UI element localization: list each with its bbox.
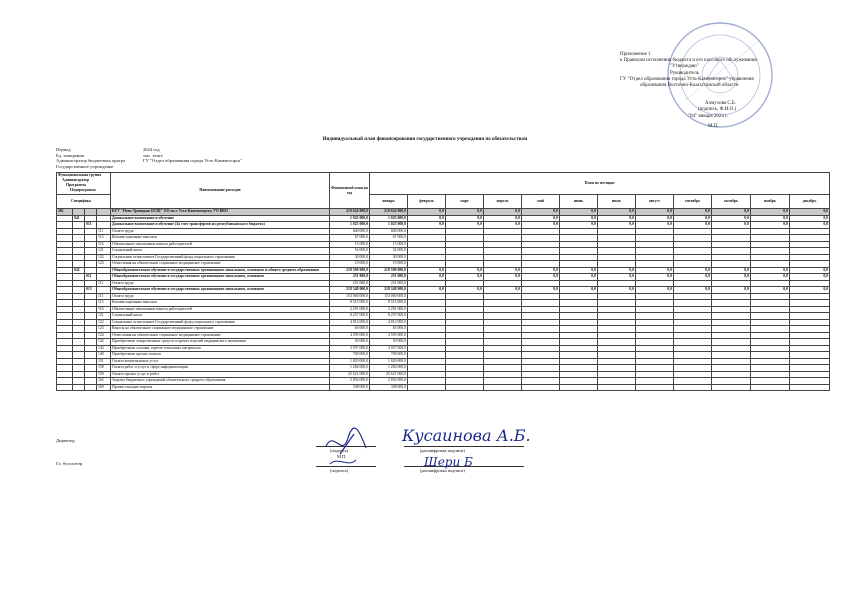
meta-label: Ед. измерения	[56, 152, 84, 158]
table-cell: 113	[97, 235, 111, 242]
approval-line: к Правилам исполнения бюджета и его кассового обслуживания	[620, 58, 757, 64]
document-title: Индивидуальный план финансирования государственного учреждения по обязательствам	[322, 137, 528, 142]
table-cell: 011	[85, 274, 97, 281]
table-cell: 15 000,0	[330, 241, 370, 248]
month-header: февраль	[408, 195, 446, 209]
header-annual: Финансовый план на год	[330, 173, 370, 209]
table-cell	[484, 384, 522, 391]
table-cell: 0,0	[674, 209, 712, 216]
table-cell: Отчисления на обязательное социальное медицинское страхование	[111, 261, 330, 268]
table-cell: 121	[97, 313, 111, 320]
table-cell	[636, 384, 674, 391]
table-cell: 121	[97, 248, 111, 255]
table-cell: 0,0	[751, 222, 790, 229]
table-cell: 0,0	[598, 209, 636, 216]
table-cell: 0,0	[712, 274, 751, 281]
table-cell: 0,0	[446, 222, 484, 229]
table-cell: 116	[97, 241, 111, 248]
month-header: ноябрь	[751, 195, 790, 209]
table-cell: Оплата труда	[111, 293, 330, 300]
meta-value: тыс. тенге	[143, 152, 163, 158]
table-cell: 700 000,0	[370, 352, 408, 359]
financing-plan-table	[56, 172, 830, 391]
table-cell	[790, 384, 830, 391]
table-cell: Компенсационные выплаты	[111, 235, 330, 242]
table-cell: Взносы на обязательное социальное медицинское страхование	[111, 326, 330, 333]
table-cell: 0,0	[636, 274, 674, 281]
table-cell: 840 000,0	[370, 228, 408, 235]
director-signature	[320, 424, 380, 472]
table-row	[57, 384, 830, 391]
table-cell: 0,0	[790, 267, 830, 274]
director-label: Директор	[56, 438, 75, 443]
month-header: январь	[370, 195, 408, 209]
table-cell: 153 060 000,0	[330, 293, 370, 300]
table-cell	[674, 384, 712, 391]
table-cell: 0,0	[522, 267, 560, 274]
table-cell: 261	[57, 209, 73, 216]
table-cell: 041	[73, 215, 85, 222]
table-cell: 15 000,0	[370, 241, 408, 248]
month-header: август	[636, 195, 674, 209]
table-cell: 2 291 000,0	[370, 306, 408, 313]
table-cell: 124	[97, 332, 111, 339]
table-cell: 0,0	[790, 215, 830, 222]
table-cell: 113	[97, 300, 111, 307]
table-cell: 0,0	[522, 274, 560, 281]
table-cell: 251 000,0	[370, 274, 408, 281]
table-cell: 0,0	[598, 215, 636, 222]
table-cell: 0,0	[446, 274, 484, 281]
table-cell: Социальный налог	[111, 313, 330, 320]
table-cell: 0,0	[751, 267, 790, 274]
accountant-decode-caption: (расшифровка подписи)	[420, 468, 465, 473]
table-cell: 54 000,0	[370, 248, 408, 255]
approval-block	[590, 52, 835, 130]
table-cell: 169	[97, 384, 111, 391]
table-cell: 67 000,0	[370, 235, 408, 242]
meta-label: Администратор бюджетных програ	[56, 158, 126, 164]
table-cell: 111	[97, 228, 111, 235]
table-cell: Приобретение лекарственных средств и прочих изделий медицинского назначения	[111, 339, 330, 346]
accountant-sign-caption: (подпись)	[330, 468, 349, 473]
table-cell: Обязательные пенсионные взносы работодателей	[111, 241, 330, 248]
table-cell: 122	[97, 319, 111, 326]
table-cell: 122	[97, 254, 111, 261]
table-cell: 111	[97, 293, 111, 300]
director-handwritten-name: Кусаинова А.Б.	[402, 426, 531, 445]
approval-line: образования Восточно-Казахстанской области	[640, 83, 739, 89]
director-sign-caption: (подпись)	[330, 448, 349, 453]
table-cell: 3 957 000,0	[370, 345, 408, 352]
header-admin: Администратор	[62, 178, 90, 182]
table-cell: 0,0	[598, 267, 636, 274]
table-cell: 65 000,0	[330, 326, 370, 333]
table-cell: 0,0	[636, 209, 674, 216]
table-cell: 0,0	[636, 222, 674, 229]
table-cell: 1 025 000,0	[330, 222, 370, 229]
month-header: июль	[598, 195, 636, 209]
header-group: Функциональная группа	[58, 173, 102, 177]
table-cell: 0,0	[636, 287, 674, 294]
table-cell	[446, 384, 484, 391]
table-cell: 219 624 000,0	[370, 209, 408, 216]
table-cell: 0,0	[790, 287, 830, 294]
table-cell: Отчисления на обязательное социальное медицинское страхование	[111, 332, 330, 339]
table-cell: 123	[97, 326, 111, 333]
table-cell: 1 820 000,0	[370, 358, 408, 365]
table-cell: 25 621 000,0	[330, 371, 370, 378]
table-body	[57, 209, 830, 391]
table-cell: 0,0	[598, 287, 636, 294]
table-cell: Оплата работ и услуг в сфере информатизации	[111, 365, 330, 372]
table-cell: 2 854 000,0	[370, 378, 408, 385]
table-cell: 0,0	[712, 267, 751, 274]
table-cell: 0,0	[751, 215, 790, 222]
table-cell: 4 595 000,0	[330, 332, 370, 339]
table-cell: Социальный налог	[111, 248, 330, 255]
table-cell: Приобретение топлива, горюче-смазочных материалов	[111, 345, 330, 352]
table-cell: 0,0	[408, 274, 446, 281]
table-cell: Обязательные пенсионные взносы работодателей	[111, 306, 330, 313]
table-cell: 158	[97, 365, 111, 372]
table-cell: 25 621 000,0	[370, 371, 408, 378]
table-cell: Приобретение прочих запасов	[111, 352, 330, 359]
table-cell: 0,0	[522, 215, 560, 222]
header-codes	[57, 173, 111, 195]
table-cell	[73, 384, 85, 391]
table-cell: 0,0	[636, 267, 674, 274]
table-cell: 338 000,0	[370, 384, 408, 391]
table-cell: 251 000,0	[330, 280, 370, 287]
table-cell: 2 854 000,0	[330, 378, 370, 385]
table-cell	[712, 384, 751, 391]
table-cell	[751, 384, 790, 391]
table-cell: 0,0	[674, 287, 712, 294]
table-cell: 2 291 000,0	[330, 306, 370, 313]
table-cell: 0,0	[560, 287, 598, 294]
table-cell: 3 957 000,0	[330, 345, 370, 352]
meta-value: ГУ "Отдел образования города Усть-Каменогорск"	[143, 158, 243, 164]
table-cell: 159	[97, 371, 111, 378]
table-cell: 0,0	[674, 267, 712, 274]
table-cell: 0,0	[712, 287, 751, 294]
table-cell: 218 599 000,0	[370, 267, 408, 274]
month-header: июнь	[560, 195, 598, 209]
table-cell: 4 812 000,0	[370, 319, 408, 326]
month-header: май	[522, 195, 560, 209]
table-cell: 251 000,0	[370, 280, 408, 287]
accountant-label: Гл. бухгалтер	[56, 461, 83, 466]
table-cell: 54 000,0	[330, 248, 370, 255]
table-cell	[560, 384, 598, 391]
approval-mp: М.П.	[708, 123, 719, 129]
mp-label: М.П.	[337, 454, 347, 459]
approval-line: (подпись, Ф.И.О.)	[698, 107, 737, 113]
table-cell: 8 257 000,0	[330, 313, 370, 320]
table-cell: 0,0	[751, 274, 790, 281]
table-cell: 0,0	[674, 274, 712, 281]
table-cell: 0,0	[484, 267, 522, 274]
table-cell: 015	[85, 287, 97, 294]
table-cell: Оплата труда	[111, 228, 330, 235]
table-cell: 0,0	[790, 222, 830, 229]
table-cell: 0,0	[751, 209, 790, 216]
table-cell: 0,0	[636, 215, 674, 222]
table-cell: 011	[85, 222, 97, 229]
table-cell: Социальные отчисления в Государственный фонд социального страхования	[111, 319, 330, 326]
table-cell: 0,0	[751, 287, 790, 294]
table-cell: Общеобразовательное обучение в государственных организациях начального, основного	[111, 274, 330, 281]
table-cell: 0,0	[598, 222, 636, 229]
approval-line: "Утверждаю"	[670, 64, 699, 70]
header-name: Наименование расходов	[111, 173, 330, 209]
table-cell: Затраты бюджетных учреждений обязательного среднего образования	[111, 378, 330, 385]
table-cell: 1 025 000,0	[370, 215, 408, 222]
table-cell: Социальные отчисления в Государственный фонд социального страхования	[111, 254, 330, 261]
month-header: апрель	[484, 195, 522, 209]
month-header: сентябрь	[674, 195, 712, 209]
table-cell: 50 000,0	[330, 339, 370, 346]
table-cell: 67 000,0	[330, 235, 370, 242]
table-cell: 0,0	[560, 209, 598, 216]
table-cell: 30 000,0	[370, 254, 408, 261]
table-cell: Прочие текущие затраты	[111, 384, 330, 391]
table-cell: 30 000,0	[330, 254, 370, 261]
table-cell: 0,0	[484, 222, 522, 229]
table-cell: 0,0	[674, 222, 712, 229]
table-cell: Дошкольное воспитание и обучение	[111, 215, 330, 222]
table-cell	[85, 384, 97, 391]
table-cell: 1 284 000,0	[330, 365, 370, 372]
table-cell: 0,0	[560, 222, 598, 229]
table-cell: 0,0	[408, 222, 446, 229]
approval-line: Приложение 1	[620, 52, 651, 57]
table-cell: 338 000,0	[330, 384, 370, 391]
table-cell: 19 000,0	[330, 261, 370, 268]
table-cell: 0,0	[408, 287, 446, 294]
header-program: Программа	[66, 183, 86, 187]
month-header: декабрь	[790, 195, 830, 209]
table-cell: Оплата прочих услуг и работ	[111, 371, 330, 378]
table-cell: 144	[97, 345, 111, 352]
table-cell: 4 595 000,0	[370, 332, 408, 339]
table-cell: 0,0	[446, 287, 484, 294]
header-specifics: Специфика	[57, 195, 111, 209]
table-cell: 218 348 000,0	[330, 287, 370, 294]
table-cell: 0,0	[446, 215, 484, 222]
table-cell: 151	[97, 358, 111, 365]
table-cell: 1 025 000,0	[330, 215, 370, 222]
table-cell	[598, 384, 636, 391]
table-cell: КГУ "Нево-Троицкая ОСШ" ОО по г. Усть-Каменогорску УО ВКО	[111, 209, 330, 216]
table-cell	[408, 384, 446, 391]
table-cell: 0,0	[790, 209, 830, 216]
table-cell: Оплата труда	[111, 280, 330, 287]
table-cell: 0,0	[598, 274, 636, 281]
table-cell: 042	[73, 267, 85, 274]
director-decode-caption: (расшифровка подписи)	[420, 448, 465, 453]
table-cell: 165	[97, 378, 111, 385]
table-cell: 142	[97, 339, 111, 346]
meta-label: Период	[56, 147, 71, 152]
signature-block	[56, 438, 456, 498]
table-cell: 149	[97, 352, 111, 359]
table-cell: 0,0	[790, 274, 830, 281]
meta-label: Государственное учреждение	[56, 163, 114, 169]
table-cell: 116	[97, 306, 111, 313]
table-cell: 0,0	[560, 215, 598, 222]
table-cell: 19 000,0	[370, 261, 408, 268]
table-cell: 65 000,0	[370, 326, 408, 333]
table-cell: 8 515 000,0	[370, 300, 408, 307]
approval-line: Алмухова С.Б.	[705, 101, 737, 107]
table-cell: 4 812 000,0	[330, 319, 370, 326]
month-header: март	[446, 195, 484, 209]
meta-value: 2024 год	[143, 147, 160, 152]
table-cell: 0,0	[484, 215, 522, 222]
approval-line: ГУ "Отдел образования города Усть-Каменогорск" управления	[620, 76, 754, 82]
accountant-handwritten-name: Шери Б	[424, 455, 473, 469]
table-cell: Компенсационные выплаты	[111, 300, 330, 307]
table-cell: 218 348 000,0	[370, 287, 408, 294]
table-cell: 8 515 000,0	[330, 300, 370, 307]
table-cell: 0,0	[522, 209, 560, 216]
table-cell: 840 000,0	[330, 228, 370, 235]
approval-line: Руководитель	[670, 70, 700, 76]
table-cell: 0,0	[712, 215, 751, 222]
table-cell: Дошкольное воспитание и обучение (За счет трансфертов из республиканского бюджета)	[111, 222, 330, 229]
table-cell: Общеобразовательное обучение в государственных организациях начального, основного	[111, 287, 330, 294]
table-cell: 0,0	[560, 274, 598, 281]
table-cell: 0,0	[522, 222, 560, 229]
table-cell: 1 284 000,0	[370, 365, 408, 372]
table-cell: 0,0	[446, 267, 484, 274]
table-cell: 0,0	[484, 209, 522, 216]
table-cell: 0,0	[408, 209, 446, 216]
table-cell: 700 000,0	[330, 352, 370, 359]
table-cell	[57, 384, 73, 391]
table-cell: 1 025 000,0	[370, 222, 408, 229]
table-cell: 124	[97, 261, 111, 268]
table-cell: 0,0	[712, 209, 751, 216]
approval-line: "04" января 2024 г.	[688, 113, 728, 119]
table-cell: Оплата коммунальных услуг	[111, 358, 330, 365]
table-cell: 0,0	[446, 209, 484, 216]
header-subprogram: Подпрограмма	[70, 188, 96, 192]
table-cell: 0,0	[674, 215, 712, 222]
table-cell: 0,0	[712, 222, 751, 229]
table-cell: 8 257 000,0	[370, 313, 408, 320]
table-cell: 0,0	[484, 287, 522, 294]
table-cell: 111	[97, 280, 111, 287]
table-cell	[522, 384, 560, 391]
table-cell: 0,0	[408, 215, 446, 222]
table-cell: Общеобразовательное обучение в государственных организациях начального, основного и общего среднего образования	[111, 267, 330, 274]
table-cell: 0,0	[522, 287, 560, 294]
header-months-title: План по месяцам	[370, 173, 830, 195]
director-decode-line	[404, 446, 524, 447]
month-header: октябрь	[712, 195, 751, 209]
table-cell: 50 000,0	[370, 339, 408, 346]
table-cell: 0,0	[560, 267, 598, 274]
table-cell: 0,0	[408, 267, 446, 274]
table-cell: 218 599 000,0	[330, 267, 370, 274]
meta-block	[56, 147, 242, 169]
table-cell: 1 820 000,0	[330, 358, 370, 365]
table-cell: 219 624 000,0	[330, 209, 370, 216]
table-cell: 0,0	[484, 274, 522, 281]
table-cell: 153 060 000,0	[370, 293, 408, 300]
table-cell: 251 000,0	[330, 274, 370, 281]
